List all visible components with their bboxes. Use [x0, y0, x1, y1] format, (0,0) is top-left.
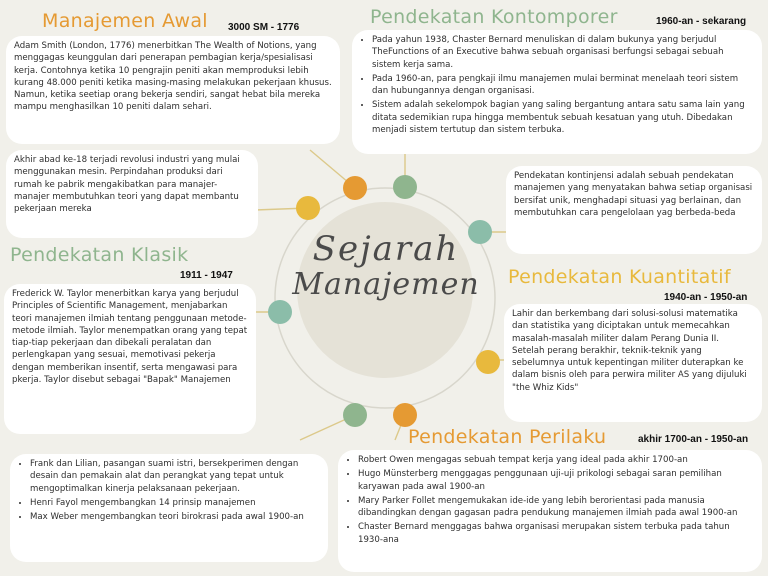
node-dot-kontemporer [393, 175, 417, 199]
date-manajemen-awal: 3000 SM - 1776 [228, 22, 300, 33]
list-item: • Chaster Bernard menggagas bahwa organisasi merupakan sistem terbuka pada tahun 1930-ana [358, 521, 754, 546]
text-revolusi-industri: Akhir abad ke-18 terjadi revolusi industri yang mulai menggunakan mesin. Perpindahan produksi dari rumah ke pabrik mengakibatkan para manajer-manajer membutuhkan teori yang dapat membantu pekerjaan mereka [14, 155, 240, 215]
list-klasik [18, 458, 320, 523]
node-dot-perilaku [393, 403, 417, 427]
node-dot-awal-2 [296, 196, 320, 220]
list-item: • Robert Owen mengagas sebuah tempat kerja yang ideal pada akhir 1700-an [358, 454, 754, 466]
node-dot-klasik-2 [343, 403, 367, 427]
list-item: • Henri Fayol mengembangkan 14 prinsip manajemen [30, 497, 320, 509]
list-item: • Sistem adalah sekelompok bagian yang saling bergantung antara satu sama lain yang ditata sedemikian rupa hingga membentuk sebuah kesatuan yang utuh. Dibedakan menjadi sistem tertutup dan sistem terbuka. [372, 99, 754, 136]
date-pendekatan-perilaku: akhir 1700-an - 1950-an [638, 434, 749, 445]
card-klasik-lanjutan [10, 454, 328, 562]
card-revolusi-industri [6, 150, 258, 238]
card-pendekatan-kontemporer [352, 30, 762, 154]
date-pendekatan-kuantitatif: 1940-an - 1950-an [664, 292, 748, 303]
card-pendekatan-perilaku [338, 450, 762, 572]
list-item: • Mary Parker Follet mengemukakan ide-ide yang lebih berorientasi pada manusia dibandingkan dengan gagasan padra pendukung manajemen ilmiah pada awal 1900-an [358, 495, 754, 520]
list-item: • Pada yahun 1938, Chaster Bernard menuliskan di dalam bukunya yang berjudul TheFunctions of an Executive bahwa sebuah organisasi berfungsi sebagai sebuah sistem kerja sama. [372, 34, 754, 71]
date-pendekatan-klasik: 1911 - 1947 [180, 270, 233, 281]
text-taylor: Frederick W. Taylor menerbitkan karya yang berjudul Principles of Scientific Management, menjabarkan teori manajemen ilmiah tentang penggunaan metode-metode ilmiah. Taylor menempatkan orang yang tepat tiap-tiap pekerjaan dan dibekali peralatan dan perlengkapan yang sesuai, memotivasi pekerja dengan memberikan insentif, serta mengawasi para pkerja. Taylor disebut sebagai "Bapak" Manajemen [12, 289, 248, 386]
node-dot-kuantitatif [476, 350, 500, 374]
center-title [286, 230, 486, 302]
card-pendekatan-klasik [4, 284, 256, 434]
center-title-line1: Sejarah [312, 229, 460, 269]
heading-pendekatan-perilaku: Pendekatan Perilaku [408, 426, 607, 448]
card-pendekatan-kuantitatif [504, 304, 762, 422]
node-dot-klasik [268, 300, 292, 324]
list-item: • Pada 1960-an, para pengkaji ilmu manajemen mulai berminat menelaah teori sistem dan hubungannya dengan organisasi. [372, 73, 754, 98]
list-item: • Frank dan Lilian, pasangan suami istri, bersekperimen dengan desain dan pemakain alat dan perangkat yang tepat untuk mengoptimalkan kinerja pelaksanaan pekerjaan. [30, 458, 320, 495]
date-pendekatan-kontemporer: 1960-an - sekarang [656, 16, 747, 27]
list-perilaku [346, 454, 754, 546]
heading-pendekatan-kuantitatif: Pendekatan Kuantitatif [508, 266, 731, 288]
list-item: • Hugo Münsterberg menggagas penggunaan uji-uji prikologi sebagai saran pemilihan karyawan pada awal 1900-an [358, 468, 754, 493]
text-kuantitatif: Lahir dan berkembang dari solusi-solusi matematika dan statistika yang diciptakan untuk memecahkan masalah-masalah militer dalam Perang Dunia II. Setelah perang berakhir, teknik-teknik yang sebelumnya untuk kepentingan militer duterapkan ke dalam bisnis oleh para perwira militer AS yang dijuluki "the Whiz Kids" [512, 309, 747, 393]
center-title-line2: Manajemen [292, 267, 480, 302]
node-dot-awal [343, 176, 367, 200]
card-pendekatan-kontinjensi [506, 166, 762, 254]
heading-pendekatan-kontemporer: Pendekatan Kontomporer [370, 6, 618, 28]
heading-manajemen-awal: Manajemen Awal [42, 10, 208, 32]
card-manajemen-awal [6, 36, 340, 144]
text-kontinjensi: Pendekatan kontinjensi adalah sebuah pendekatan manajemen yang menyatakan bahwa setiap organisasi bersifat unik, menghadapi situasi yag berlainan, dan membutuhkan cara pengelolaan yag berbeda-beda [514, 171, 753, 218]
list-kontemporer [360, 34, 754, 136]
text-adam-smith: Adam Smith (London, 1776) menerbitkan The Wealth of Notions, yang menggagas keunggulan dari penerapan pembagian kerja/spesialisasi kerja. Contohnya ketika 10 pengrajin peniti akan memproduksi lebih kurang 48.000 peniti ketika masing-masing melakukan pekerjaan khusus. Namun, ketika seetiap orang bekerja sendiri, sangat hebat bila mereka mampu menghasilkan 10 peniti dalam sehari. [14, 41, 332, 113]
heading-pendekatan-klasik: Pendekatan Klasik [10, 244, 189, 266]
list-item: • Max Weber mengembangkan teori birokrasi pada awal 1900-an [30, 511, 320, 523]
